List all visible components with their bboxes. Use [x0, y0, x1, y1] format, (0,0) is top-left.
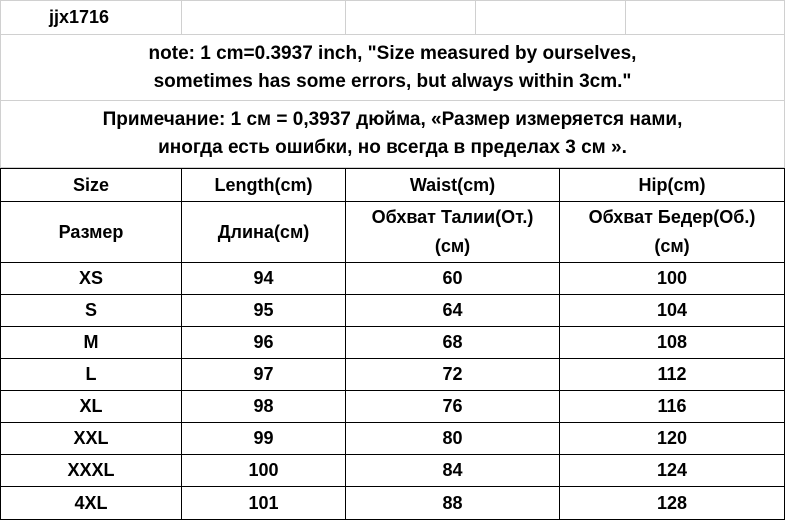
note-english — [0, 35, 785, 101]
table-cell: 116 — [560, 391, 785, 423]
table-cell: 72 — [346, 359, 560, 391]
table-header-cell: Обхват Бедер(Об.) (см) — [560, 202, 785, 263]
note-russian-line2: иногда есть ошибки, но всегда в пределах 3 см ». — [158, 137, 627, 158]
table-cell: 120 — [560, 423, 785, 455]
table-cell: 101 — [182, 487, 346, 520]
table-header-cell: Обхват Талии(От.) (см) — [346, 202, 560, 263]
table-header-cell: Waist(cm) — [346, 168, 560, 202]
table-cell: 108 — [560, 327, 785, 359]
table-cell: 112 — [560, 359, 785, 391]
table-cell: XS — [0, 263, 182, 295]
table-header-cell: Size — [0, 168, 182, 202]
table-cell: 80 — [346, 423, 560, 455]
empty-cell — [182, 0, 346, 35]
empty-cell — [346, 0, 476, 35]
table-cell: 60 — [346, 263, 560, 295]
table-cell: 84 — [346, 455, 560, 487]
table-cell: 64 — [346, 295, 560, 327]
table-header-cell: Hip(cm) — [560, 168, 785, 202]
empty-cell — [476, 0, 626, 35]
table-cell: 95 — [182, 295, 346, 327]
table-cell: 128 — [560, 487, 785, 520]
product-code-cell: jjx1716 — [0, 0, 182, 35]
table-cell: 97 — [182, 359, 346, 391]
table-cell: 100 — [182, 455, 346, 487]
table-cell: 88 — [346, 487, 560, 520]
table-cell: 4XL — [0, 487, 182, 520]
table-cell: XXL — [0, 423, 182, 455]
note-english-line2: sometimes has some errors, but always within 3cm." — [153, 70, 632, 92]
table-header-cell: Размер — [0, 202, 182, 263]
note-russian — [0, 101, 785, 168]
table-cell: S — [0, 295, 182, 327]
note-english-line1: note: 1 cm=0.3937 inch, "Size measured by ourselves, — [148, 42, 637, 64]
note-russian-line1: Примечание: 1 см = 0,3937 дюйма, «Размер измеряется нами, — [102, 109, 683, 130]
table-cell: 76 — [346, 391, 560, 423]
table-cell: 96 — [182, 327, 346, 359]
table-cell: 98 — [182, 391, 346, 423]
table-cell: 104 — [560, 295, 785, 327]
table-header-cell: Length(cm) — [182, 168, 346, 202]
table-cell: 68 — [346, 327, 560, 359]
table-cell: 124 — [560, 455, 785, 487]
empty-cell — [626, 0, 785, 35]
table-cell: L — [0, 359, 182, 391]
size-table — [0, 168, 785, 520]
table-cell: 100 — [560, 263, 785, 295]
table-cell: 94 — [182, 263, 346, 295]
table-cell: XXXL — [0, 455, 182, 487]
table-cell: XL — [0, 391, 182, 423]
table-header-cell: Длина(см) — [182, 202, 346, 263]
table-cell: 99 — [182, 423, 346, 455]
table-cell: M — [0, 327, 182, 359]
